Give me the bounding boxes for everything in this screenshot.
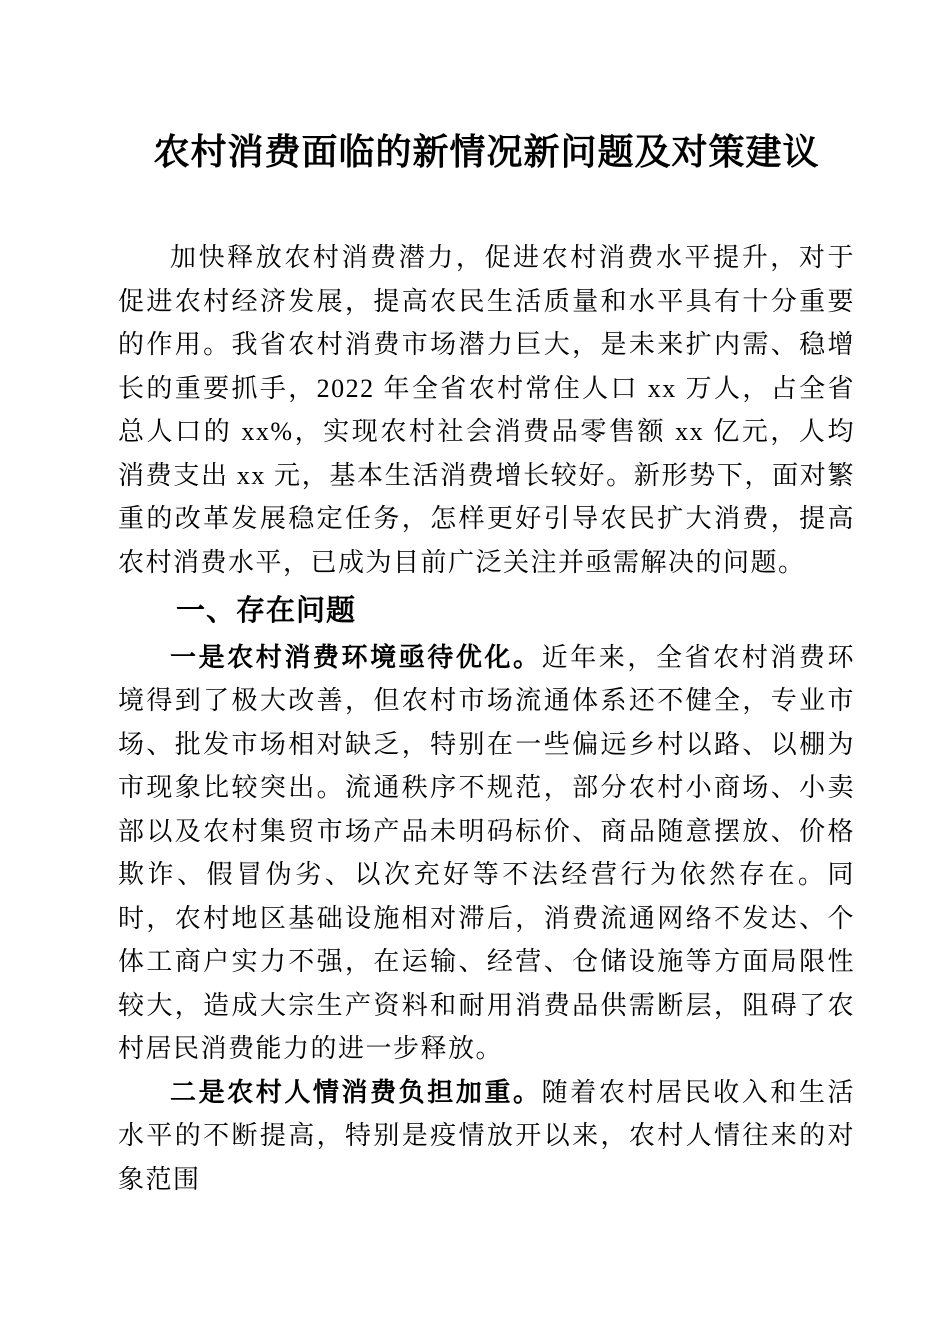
document-body	[118, 236, 855, 1201]
paragraph: 二是农村人情消费负担加重。随着农村居民收入和生活水平的不断提高，特别是疫情放开以来，农村人情往来的对象范围	[118, 1077, 855, 1194]
section-heading-problems: 一、存在问题	[176, 595, 357, 627]
document-title: 农村消费面临的新情况新问题及对策建议	[153, 132, 820, 172]
paragraph: 一是农村消费环境亟待优化。近年来，全省农村消费环境得到了极大改善，但农村市场流通体系还不健全，专业市场、批发市场相对缺乏，特别在一些偏远乡村以路、以棚为市现象比较突出。流通秩序不规范，部分农村小商场、小卖部以及农村集贸市场产品未明码标价、商品随意摆放、价格欺诈、假冒伪劣、以次充好等不法经营行为依然存在。同时，农村地区基础设施相对滞后，消费流通网络不发达、个体工商户实力不强，在运输、经营、仓储设施等方面局限性较大，造成大宗生产资料和耐用消费品供需断层，阻碍了农村居民消费能力的进一步释放。	[118, 642, 855, 1063]
paragraph-lead: 二是农村人情消费负担加重。	[170, 1077, 542, 1107]
paragraph: 加快释放农村消费潜力，促进农村消费水平提升，对于促进农村经济发展，提高农民生活质量和水平具有十分重要的作用。我省农村消费市场潜力巨大，是未来扩内需、稳增长的重要抓手，2022 年全省农村常住人口 xx 万人，占全省总人口的 xx%，实现农村社会消费品零售额 xx 亿元，人均消费支出 xx 元，基本生活消费增长较好。新形势下，面对繁重的改革发展稳定任务，怎样更好引导农民扩大消费，提高农村消费水平，已成为目前广泛关注并亟需解决的问题。	[118, 243, 855, 577]
paragraph-lead: 一是农村消费环境亟待优化。	[170, 642, 542, 672]
